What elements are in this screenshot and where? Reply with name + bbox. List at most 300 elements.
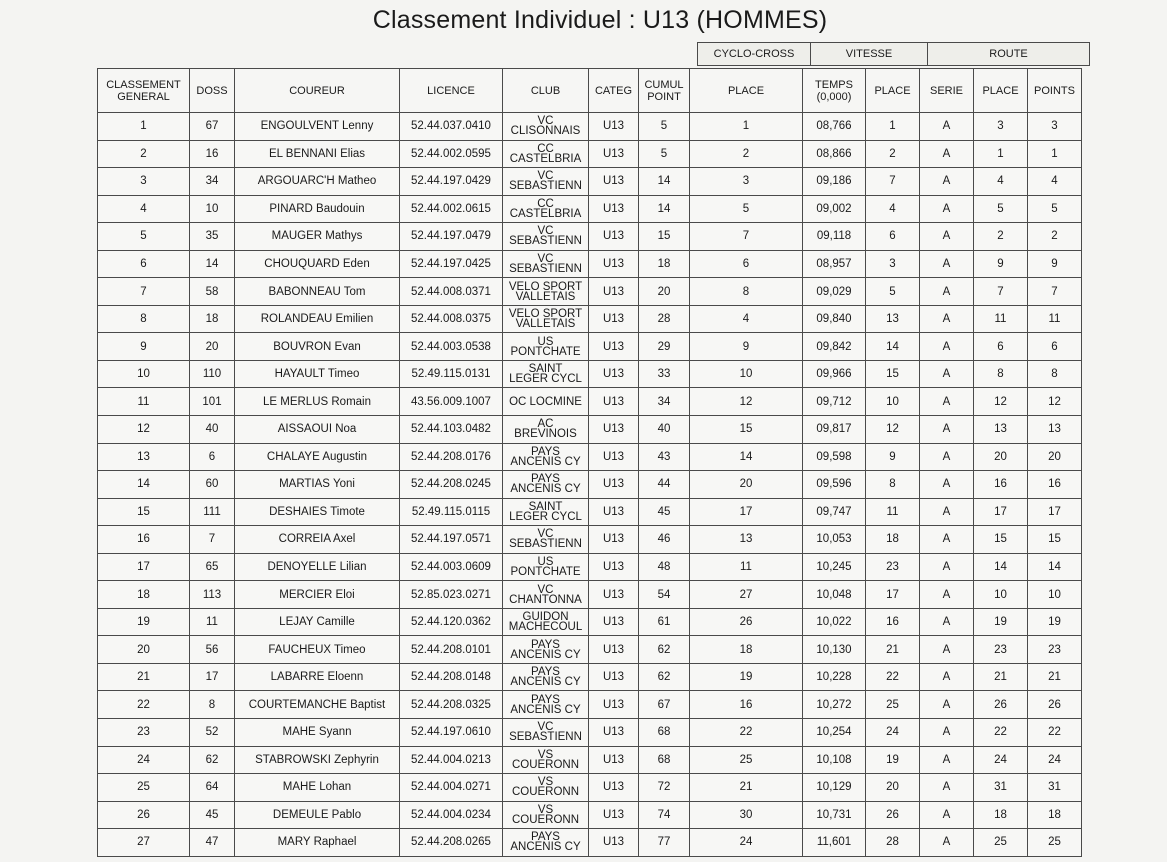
club-name-line: VC [537, 721, 554, 734]
cell-serie: A [920, 333, 974, 361]
cell-doss: 62 [190, 746, 235, 774]
cell-vitesse-place: 8 [866, 471, 920, 499]
cell-cumul-point: 14 [639, 195, 690, 223]
cell-cyclo-cross-place: 24 [690, 829, 803, 857]
club-name-line: PAYS [531, 638, 560, 651]
cell-temps: 10,053 [803, 526, 866, 554]
cell-temps: 11,601 [803, 829, 866, 857]
cell-vitesse-place: 12 [866, 416, 920, 444]
cell-cyclo-cross-place: 16 [690, 691, 803, 719]
cell-cumul-point: 45 [639, 498, 690, 526]
cell-points: 23 [1028, 636, 1082, 664]
cell-temps: 09,966 [803, 360, 866, 388]
cell-licence: 52.44.197.0571 [400, 526, 503, 554]
club-name-line: PAYS [531, 666, 560, 679]
header-classement-general: CLASSEMENT GENERAL [98, 69, 190, 113]
cell-cumul-point: 5 [639, 113, 690, 141]
cell-doss: 20 [190, 333, 235, 361]
cell-licence: 52.44.002.0615 [400, 195, 503, 223]
table-row [98, 140, 1082, 168]
cell-vitesse-place: 5 [866, 278, 920, 306]
club-name-line: OC LOCMINE [509, 395, 582, 408]
cell-points: 18 [1028, 801, 1082, 829]
cell-licence: 52.85.023.0271 [400, 581, 503, 609]
cell-doss: 47 [190, 829, 235, 857]
club-name-line: PONTCHATE [510, 566, 581, 579]
cell-categ: U13 [589, 250, 639, 278]
cell-temps: 09,842 [803, 333, 866, 361]
cell-cumul-point: 74 [639, 801, 690, 829]
cell-cumul-point: 68 [639, 719, 690, 747]
table-row [98, 168, 1082, 196]
club-name-line: CLISONNAIS [510, 125, 581, 138]
cell-cumul-point: 40 [639, 416, 690, 444]
cell-temps: 09,186 [803, 168, 866, 196]
cell-vitesse-place: 7 [866, 168, 920, 196]
header-doss: DOSS [190, 69, 235, 113]
header-points: POINTS [1028, 69, 1082, 113]
cell-rank: 24 [98, 746, 190, 774]
cell-doss: 40 [190, 416, 235, 444]
cell-points: 19 [1028, 608, 1082, 636]
cell-licence: 52.44.004.0213 [400, 746, 503, 774]
cell-cumul-point: 54 [639, 581, 690, 609]
column-group-header [697, 42, 1090, 66]
club-name-line: VALLETAIS [515, 290, 576, 303]
cell-route-place: 26 [974, 691, 1028, 719]
cell-licence: 52.44.002.0595 [400, 140, 503, 168]
header-route-place: PLACE [974, 69, 1028, 113]
cell-categ: U13 [589, 719, 639, 747]
cell-doss: 14 [190, 250, 235, 278]
cell-licence: 52.44.004.0271 [400, 774, 503, 802]
cell-licence: 52.44.008.0375 [400, 305, 503, 333]
cell-club [503, 278, 589, 306]
cell-vitesse-place: 10 [866, 388, 920, 416]
club-name-line: VALLETAIS [515, 318, 576, 331]
club-name-line: VC [537, 583, 554, 596]
table-row [98, 801, 1082, 829]
cell-categ: U13 [589, 829, 639, 857]
cell-coureur: LEJAY Camille [235, 608, 400, 636]
cell-cumul-point: 62 [639, 636, 690, 664]
cell-temps: 10,272 [803, 691, 866, 719]
cell-temps: 10,130 [803, 636, 866, 664]
club-name-line: COUERONN [511, 758, 580, 771]
cell-rank: 6 [98, 250, 190, 278]
cell-vitesse-place: 16 [866, 608, 920, 636]
cell-coureur: COURTEMANCHE Baptist [235, 691, 400, 719]
cell-vitesse-place: 4 [866, 195, 920, 223]
club-name-line: ANCENIS CY [510, 841, 581, 854]
cell-points: 24 [1028, 746, 1082, 774]
ranking-table [97, 68, 1082, 857]
cell-cyclo-cross-place: 27 [690, 581, 803, 609]
cell-doss: 113 [190, 581, 235, 609]
cell-points: 10 [1028, 581, 1082, 609]
club-name-line: PONTCHATE [510, 345, 581, 358]
cell-temps: 10,129 [803, 774, 866, 802]
cell-cumul-point: 18 [639, 250, 690, 278]
header-categ: CATEG [589, 69, 639, 113]
cell-licence: 52.44.208.0148 [400, 663, 503, 691]
cell-rank: 4 [98, 195, 190, 223]
cell-route-place: 16 [974, 471, 1028, 499]
cell-categ: U13 [589, 526, 639, 554]
club-name-line: SEBASTIENN [509, 235, 582, 248]
cell-route-place: 6 [974, 333, 1028, 361]
cell-coureur: MARTIAS Yoni [235, 471, 400, 499]
cell-vitesse-place: 19 [866, 746, 920, 774]
cell-club [503, 195, 589, 223]
cell-serie: A [920, 636, 974, 664]
cell-categ: U13 [589, 416, 639, 444]
table-row [98, 250, 1082, 278]
cell-rank: 7 [98, 278, 190, 306]
cell-coureur: CORREIA Axel [235, 526, 400, 554]
club-name-line: VC [537, 115, 554, 128]
cell-route-place: 25 [974, 829, 1028, 857]
cell-club [503, 388, 589, 416]
club-name-line: CASTELBRIA [509, 152, 582, 165]
cell-route-place: 4 [974, 168, 1028, 196]
cell-cumul-point: 29 [639, 333, 690, 361]
cell-cyclo-cross-place: 25 [690, 746, 803, 774]
cell-vitesse-place: 26 [866, 801, 920, 829]
cell-cyclo-cross-place: 9 [690, 333, 803, 361]
cell-rank: 1 [98, 113, 190, 141]
cell-temps: 09,118 [803, 223, 866, 251]
cell-serie: A [920, 471, 974, 499]
cell-coureur: EL BENNANI Elias [235, 140, 400, 168]
cell-categ: U13 [589, 636, 639, 664]
cell-rank: 3 [98, 168, 190, 196]
cell-points: 8 [1028, 360, 1082, 388]
cell-rank: 19 [98, 608, 190, 636]
table-row [98, 774, 1082, 802]
cell-points: 5 [1028, 195, 1082, 223]
club-name-line: COUERONN [511, 813, 580, 826]
cell-points: 4 [1028, 168, 1082, 196]
cell-serie: A [920, 278, 974, 306]
cell-route-place: 20 [974, 443, 1028, 471]
table-row [98, 636, 1082, 664]
cell-temps: 10,022 [803, 608, 866, 636]
cell-coureur: PINARD Baudouin [235, 195, 400, 223]
cell-rank: 23 [98, 719, 190, 747]
cell-points: 14 [1028, 553, 1082, 581]
cell-cyclo-cross-place: 8 [690, 278, 803, 306]
table-row [98, 719, 1082, 747]
cell-cyclo-cross-place: 21 [690, 774, 803, 802]
cell-cyclo-cross-place: 7 [690, 223, 803, 251]
cell-club [503, 471, 589, 499]
cell-licence: 43.56.009.1007 [400, 388, 503, 416]
cell-cumul-point: 72 [639, 774, 690, 802]
table-row [98, 581, 1082, 609]
table-row [98, 416, 1082, 444]
cell-cyclo-cross-place: 10 [690, 360, 803, 388]
table-row [98, 608, 1082, 636]
cell-cumul-point: 44 [639, 471, 690, 499]
club-name-line: VC [537, 170, 554, 183]
cell-route-place: 13 [974, 416, 1028, 444]
cell-serie: A [920, 195, 974, 223]
club-name-line: VS [537, 803, 554, 816]
cell-route-place: 10 [974, 581, 1028, 609]
group-cyclo-cross: CYCLO-CROSS [698, 43, 811, 66]
cell-temps: 09,712 [803, 388, 866, 416]
cell-points: 2 [1028, 223, 1082, 251]
cell-vitesse-place: 18 [866, 526, 920, 554]
cell-doss: 111 [190, 498, 235, 526]
cell-cyclo-cross-place: 26 [690, 608, 803, 636]
cell-licence: 52.44.004.0234 [400, 801, 503, 829]
cell-vitesse-place: 25 [866, 691, 920, 719]
cell-categ: U13 [589, 360, 639, 388]
cell-points: 1 [1028, 140, 1082, 168]
table-row [98, 498, 1082, 526]
table-row [98, 829, 1082, 857]
cell-doss: 10 [190, 195, 235, 223]
cell-doss: 8 [190, 691, 235, 719]
cell-serie: A [920, 801, 974, 829]
cell-doss: 56 [190, 636, 235, 664]
table-row [98, 278, 1082, 306]
club-name-line: SEBASTIENN [509, 538, 582, 551]
cell-route-place: 31 [974, 774, 1028, 802]
cell-cumul-point: 67 [639, 691, 690, 719]
cell-doss: 16 [190, 140, 235, 168]
cell-vitesse-place: 11 [866, 498, 920, 526]
club-name-line: PAYS [531, 445, 560, 458]
cell-doss: 6 [190, 443, 235, 471]
cell-serie: A [920, 608, 974, 636]
cell-cyclo-cross-place: 3 [690, 168, 803, 196]
cell-categ: U13 [589, 553, 639, 581]
cell-points: 13 [1028, 416, 1082, 444]
cell-temps: 08,766 [803, 113, 866, 141]
cell-categ: U13 [589, 333, 639, 361]
table-row [98, 113, 1082, 141]
cell-cyclo-cross-place: 19 [690, 663, 803, 691]
cell-route-place: 3 [974, 113, 1028, 141]
cell-licence: 52.44.037.0410 [400, 113, 503, 141]
cell-licence: 52.44.197.0610 [400, 719, 503, 747]
club-name-line: VS [537, 776, 554, 789]
cell-coureur: MARY Raphael [235, 829, 400, 857]
cell-coureur: BOUVRON Evan [235, 333, 400, 361]
cell-route-place: 23 [974, 636, 1028, 664]
header-vitesse-place: PLACE [866, 69, 920, 113]
cell-cyclo-cross-place: 30 [690, 801, 803, 829]
cell-points: 6 [1028, 333, 1082, 361]
cell-serie: A [920, 581, 974, 609]
cell-points: 7 [1028, 278, 1082, 306]
cell-serie: A [920, 140, 974, 168]
cell-coureur: LE MERLUS Romain [235, 388, 400, 416]
cell-cumul-point: 77 [639, 829, 690, 857]
cell-vitesse-place: 21 [866, 636, 920, 664]
cell-cyclo-cross-place: 17 [690, 498, 803, 526]
cell-points: 15 [1028, 526, 1082, 554]
cell-points: 26 [1028, 691, 1082, 719]
cell-coureur: ROLANDEAU Emilien [235, 305, 400, 333]
cell-doss: 65 [190, 553, 235, 581]
cell-vitesse-place: 1 [866, 113, 920, 141]
cell-categ: U13 [589, 774, 639, 802]
club-name-line: ANCENIS CY [510, 483, 581, 496]
cell-doss: 64 [190, 774, 235, 802]
cell-cyclo-cross-place: 4 [690, 305, 803, 333]
cell-doss: 17 [190, 663, 235, 691]
cell-cumul-point: 20 [639, 278, 690, 306]
cell-cyclo-cross-place: 15 [690, 416, 803, 444]
cell-vitesse-place: 13 [866, 305, 920, 333]
club-name-line: ANCENIS CY [510, 648, 581, 661]
cell-coureur: STABROWSKI Zephyrin [235, 746, 400, 774]
cell-rank: 27 [98, 829, 190, 857]
cell-temps: 09,029 [803, 278, 866, 306]
cell-vitesse-place: 20 [866, 774, 920, 802]
club-name-line: ANCENIS CY [510, 703, 581, 716]
cell-categ: U13 [589, 388, 639, 416]
club-name-line: CHANTONNA [509, 593, 582, 606]
cell-temps: 09,817 [803, 416, 866, 444]
club-name-line: GUIDON [522, 611, 569, 624]
cell-rank: 13 [98, 443, 190, 471]
club-name-line: LEGER CYCL [509, 510, 582, 523]
cell-coureur: HAYAULT Timeo [235, 360, 400, 388]
cell-serie: A [920, 223, 974, 251]
cell-categ: U13 [589, 663, 639, 691]
cell-serie: A [920, 663, 974, 691]
cell-serie: A [920, 416, 974, 444]
cell-serie: A [920, 553, 974, 581]
cell-rank: 11 [98, 388, 190, 416]
club-name-line: CC [537, 197, 554, 210]
cell-categ: U13 [589, 608, 639, 636]
cell-temps: 08,957 [803, 250, 866, 278]
club-name-line: SAINT [528, 500, 563, 513]
cell-club [503, 333, 589, 361]
cell-coureur: FAUCHEUX Timeo [235, 636, 400, 664]
cell-categ: U13 [589, 305, 639, 333]
cell-licence: 52.44.103.0482 [400, 416, 503, 444]
header-temps: TEMPS (0,000) [803, 69, 866, 113]
club-name-line: AC [537, 418, 554, 431]
club-name-line: VC [537, 253, 554, 265]
cell-temps: 09,596 [803, 471, 866, 499]
cell-rank: 22 [98, 691, 190, 719]
cell-coureur: MAHE Syann [235, 719, 400, 747]
cell-club [503, 746, 589, 774]
cell-rank: 8 [98, 305, 190, 333]
table-row [98, 333, 1082, 361]
cell-rank: 20 [98, 636, 190, 664]
club-name-line: BREVINOIS [514, 428, 577, 441]
cell-doss: 34 [190, 168, 235, 196]
cell-cumul-point: 33 [639, 360, 690, 388]
cell-vitesse-place: 3 [866, 250, 920, 278]
cell-club [503, 168, 589, 196]
cell-cyclo-cross-place: 22 [690, 719, 803, 747]
cell-cyclo-cross-place: 2 [690, 140, 803, 168]
cell-cyclo-cross-place: 12 [690, 388, 803, 416]
table-row [98, 553, 1082, 581]
cell-rank: 16 [98, 526, 190, 554]
cell-doss: 52 [190, 719, 235, 747]
cell-cyclo-cross-place: 13 [690, 526, 803, 554]
cell-coureur: DEMEULE Pablo [235, 801, 400, 829]
cell-route-place: 14 [974, 553, 1028, 581]
cell-licence: 52.44.008.0371 [400, 278, 503, 306]
cell-club [503, 360, 589, 388]
cell-licence: 52.44.197.0429 [400, 168, 503, 196]
table-row [98, 663, 1082, 691]
cell-vitesse-place: 9 [866, 443, 920, 471]
cell-points: 9 [1028, 250, 1082, 278]
cell-points: 22 [1028, 719, 1082, 747]
cell-doss: 110 [190, 360, 235, 388]
cell-categ: U13 [589, 223, 639, 251]
cell-doss: 45 [190, 801, 235, 829]
club-name-line: MACHECOUL [508, 621, 583, 634]
cell-cyclo-cross-place: 5 [690, 195, 803, 223]
cell-serie: A [920, 388, 974, 416]
cell-licence: 52.44.208.0265 [400, 829, 503, 857]
club-name-line: VC [537, 528, 554, 541]
cell-temps: 09,002 [803, 195, 866, 223]
cell-licence: 52.49.115.0115 [400, 498, 503, 526]
cell-doss: 7 [190, 526, 235, 554]
cell-categ: U13 [589, 195, 639, 223]
cell-rank: 10 [98, 360, 190, 388]
header-coureur: COUREUR [235, 69, 400, 113]
cell-club [503, 250, 589, 278]
club-name-line: CASTELBRIA [509, 207, 582, 220]
cell-licence: 52.44.208.0176 [400, 443, 503, 471]
cell-coureur: LABARRE Eloenn [235, 663, 400, 691]
table-row [98, 746, 1082, 774]
cell-coureur: AISSAOUI Noa [235, 416, 400, 444]
cell-club [503, 223, 589, 251]
club-name-line: ANCENIS CY [510, 455, 581, 468]
cell-route-place: 11 [974, 305, 1028, 333]
cell-points: 20 [1028, 443, 1082, 471]
cell-doss: 67 [190, 113, 235, 141]
cell-route-place: 2 [974, 223, 1028, 251]
cell-route-place: 19 [974, 608, 1028, 636]
cell-coureur: DESHAIES Timote [235, 498, 400, 526]
cell-points: 17 [1028, 498, 1082, 526]
club-name-line: US [537, 556, 554, 569]
cell-club [503, 443, 589, 471]
cell-vitesse-place: 28 [866, 829, 920, 857]
cell-coureur: MAUGER Mathys [235, 223, 400, 251]
cell-categ: U13 [589, 443, 639, 471]
cell-serie: A [920, 691, 974, 719]
cell-points: 31 [1028, 774, 1082, 802]
cell-club [503, 416, 589, 444]
cell-licence: 52.44.208.0101 [400, 636, 503, 664]
cell-cumul-point: 61 [639, 608, 690, 636]
cell-categ: U13 [589, 691, 639, 719]
cell-licence: 52.44.003.0538 [400, 333, 503, 361]
cell-licence: 52.44.208.0325 [400, 691, 503, 719]
cell-coureur: ENGOULVENT Lenny [235, 113, 400, 141]
club-name-line: VELO SPORT [508, 308, 583, 321]
